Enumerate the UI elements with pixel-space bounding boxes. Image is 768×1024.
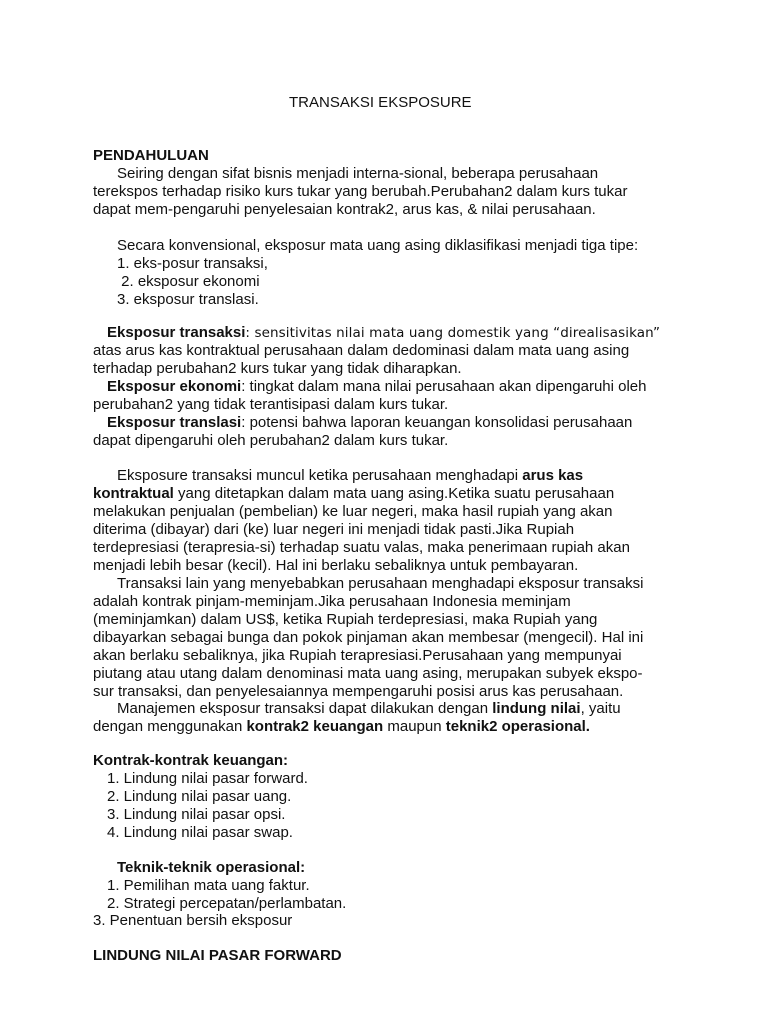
list-item: 1. Pemilihan mata uang faktur.: [107, 877, 310, 894]
definition-text-line: terhadap perubahan2 kurs tukar yang tidak diharapkan.: [93, 360, 462, 377]
definition-text: : potensi bahwa laporan keuangan konsolidasi perusahaan: [241, 414, 633, 431]
body-emphasis: teknik2 operasional.: [445, 718, 590, 735]
body-paragraph-line: diterima (dibayar) dari (ke) luar negeri ini menjadi tidak pasti.Jika Rupiah: [93, 521, 575, 538]
definition-translasi: [107, 414, 632, 432]
body-emphasis: kontraktual: [93, 485, 174, 502]
definition-text: : sensitivitas nilai mata uang domestik yang “direalisasikan”: [245, 325, 661, 341]
intro-paragraph-line: Seiring dengan sifat bisnis menjadi interna-sional, beberapa perusahaan: [117, 165, 599, 182]
body-emphasis: kontrak2 keuangan: [246, 718, 384, 735]
body-paragraph-line: sur transaksi, dan penyelesaiannya mempengaruhi posisi arus kas perusahaan.: [93, 683, 624, 700]
body-paragraph-line: dibayarkan sebagai bunga dan pokok pinjaman akan membesar (mengecil). Hal ini: [93, 629, 644, 646]
definition-text-line: perubahan2 yang tidak terantisipasi dalam kurs tukar.: [93, 396, 449, 413]
body-paragraph-line: [117, 467, 583, 485]
exposure-type-item: 3. eksposur translasi.: [117, 291, 259, 308]
definition-text-line: atas arus kas kontraktual perusahaan dalam dedominasi dalam mata uang asing: [93, 342, 630, 359]
body-text: yang ditetapkan dalam mata uang asing.Ketika suatu perusahaan: [173, 485, 615, 502]
body-paragraph-line: piutang atau utang dalam denominasi mata uang asing, merupakan subyek ekspo-: [93, 665, 643, 682]
list-item: 2. Lindung nilai pasar uang.: [107, 788, 292, 805]
body-paragraph-line: Transaksi lain yang menyebabkan perusahaan menghadapi eksposur transaksi: [117, 575, 644, 592]
list-item: 1. Lindung nilai pasar forward.: [107, 770, 308, 787]
body-paragraph-line: [93, 718, 590, 736]
body-paragraph-line: [117, 700, 621, 718]
definition-text: : tingkat dalam mana nilai perusahaan akan dipengaruhi oleh: [241, 378, 647, 395]
list-item: 4. Lindung nilai pasar swap.: [107, 824, 293, 841]
body-paragraph-line: adalah kontrak pinjam-meminjam.Jika perusahaan Indonesia meminjam: [93, 593, 571, 610]
body-paragraph-line: melakukan penjualan (pembelian) ke luar negeri, maka hasil rupiah yang akan: [93, 503, 613, 520]
intro-paragraph-line: terekspos terhadap risiko kurs tukar yang berubah.Perubahan2 dalam kurs tukar: [93, 183, 628, 200]
kontrak-heading: Kontrak-kontrak keuangan:: [93, 752, 289, 769]
body-text: dengan menggunakan: [93, 718, 247, 735]
definition-text-line: dapat dipengaruhi oleh perubahan2 dalam kurs tukar.: [93, 432, 449, 449]
body-emphasis: arus kas: [522, 467, 584, 484]
body-paragraph-line: (meminjamkan) dalam US$, ketika Rupiah terdepresiasi, maka Rupiah yang: [93, 611, 598, 628]
body-paragraph-line: akan berlaku sebaliknya, jika Rupiah terapresiasi.Perusahaan yang mempunyai: [93, 647, 622, 664]
document-title: TRANSAKSI EKSPOSURE: [289, 94, 472, 111]
body-paragraph-line: [93, 485, 614, 503]
body-text: , yaitu: [580, 700, 621, 717]
definition-ekonomi: [107, 378, 646, 396]
body-emphasis: lindung nilai: [492, 700, 581, 717]
section-heading-pendahuluan: PENDAHULUAN: [93, 147, 209, 164]
list-item: 3. Penentuan bersih eksposur: [93, 912, 293, 929]
exposure-type-item: 2. eksposur ekonomi: [117, 273, 260, 290]
list-item: 3. Lindung nilai pasar opsi.: [107, 806, 286, 823]
classification-paragraph: Secara konvensional, eksposur mata uang asing diklasifikasi menjadi tiga tipe:: [117, 237, 639, 254]
definition-transaksi: [107, 324, 660, 342]
intro-paragraph-line: dapat mem-pengaruhi penyelesaian kontrak2, arus kas, & nilai perusahaan.: [93, 201, 596, 218]
body-text: maupun: [383, 718, 446, 735]
body-text: Manajemen eksposur transaksi dapat dilakukan dengan: [117, 700, 493, 717]
definition-term: Eksposur translasi: [107, 414, 242, 431]
body-text: Eksposure transaksi muncul ketika perusahaan menghadapi: [117, 467, 523, 484]
section-heading-forward: LINDUNG NILAI PASAR FORWARD: [93, 947, 342, 964]
body-paragraph-line: terdepresiasi (terapresia-si) terhadap suatu valas, maka penerimaan rupiah akan: [93, 539, 630, 556]
definition-term: Eksposur transaksi: [107, 324, 246, 341]
list-item: 2. Strategi percepatan/perlambatan.: [107, 895, 347, 912]
exposure-type-item: 1. eks-posur transaksi,: [117, 255, 268, 272]
definition-term: Eksposur ekonomi: [107, 378, 242, 395]
teknik-heading: Teknik-teknik operasional:: [117, 859, 306, 876]
body-paragraph-line: menjadi lebih besar (kecil). Hal ini berlaku sebaliknya untuk pembayaran.: [93, 557, 579, 574]
